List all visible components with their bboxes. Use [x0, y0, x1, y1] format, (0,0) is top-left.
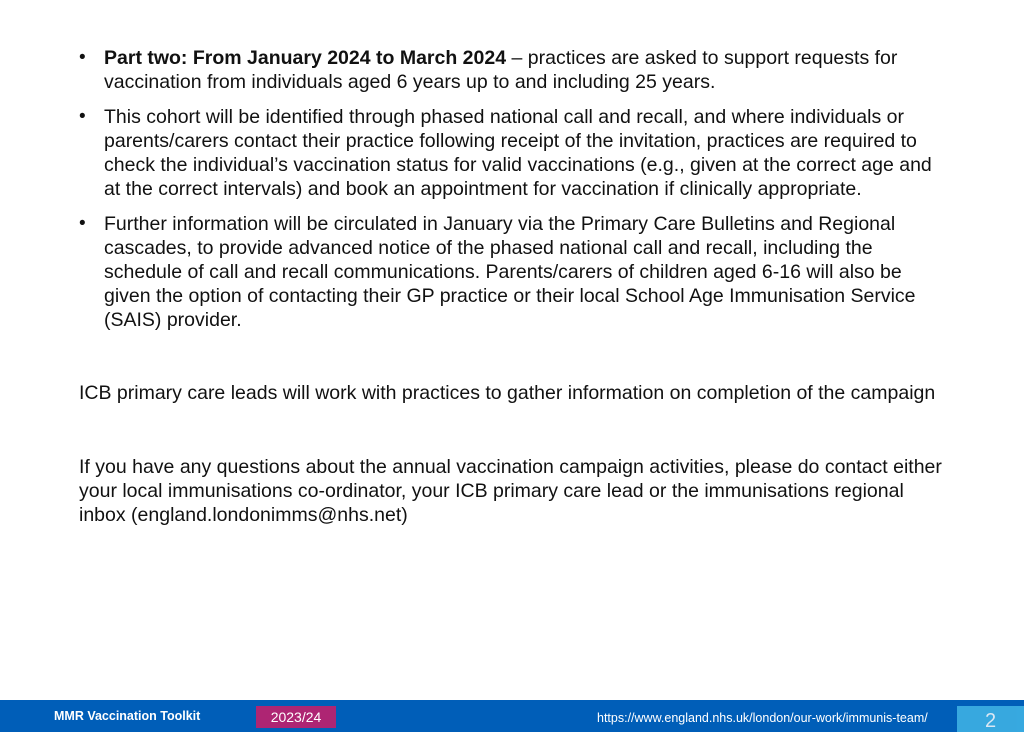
- bullet-icon: •: [79, 106, 86, 127]
- icb-paragraph: ICB primary care leads will work with practices to gather information on completion of the campaign: [79, 382, 936, 404]
- page-number: 2: [957, 706, 1024, 732]
- bullet-lead: Part two: From January 2024 to March 2024: [104, 47, 507, 69]
- bullet-icon: •: [79, 213, 86, 234]
- footer-bar: [0, 700, 1024, 732]
- bullet-icon: •: [79, 47, 86, 68]
- bullet-item-part-two: [79, 46, 949, 94]
- bullet-text: This cohort will be identified through phased national call and recall, and where individuals or parents/carers contact their practice following receipt of the invitation, practices are required to check the individual’s vaccination status for valid vaccinations (e.g., given at the correct age and at the correct intervals) and book an appointment for vaccination if clinically appropriate.: [104, 106, 932, 200]
- bullet-text: – practices are asked to support requests for vaccination from individuals aged 6 years up to and including 25 years.: [104, 47, 898, 93]
- bullet-list: [79, 46, 949, 332]
- year-badge: 2023/24: [256, 706, 336, 728]
- footer-title: MMR Vaccination Toolkit: [54, 709, 201, 723]
- slide-body: [79, 46, 949, 527]
- bullet-item-cohort: [79, 105, 949, 201]
- footer-url-link[interactable]: https://www.england.nhs.uk/london/our-work/immunis-team/: [597, 711, 928, 725]
- bullet-text: Further information will be circulated in January via the Primary Care Bulletins and Regional cascades, to provide advanced notice of the phased national call and recall, including the schedule of call and recall communications. Parents/carers of children aged 6-16 will also be given the option of contacting their GP practice or their local School Age Immunisation Service (SAIS) provider.: [104, 213, 916, 331]
- bullet-item-further-info: [79, 212, 949, 332]
- questions-paragraph: If you have any questions about the annual vaccination campaign activities, please do contact either your local immunisations co-ordinator, your ICB primary care lead or the immunisations regional inbox (england.londonimms@nhs.net): [79, 456, 942, 526]
